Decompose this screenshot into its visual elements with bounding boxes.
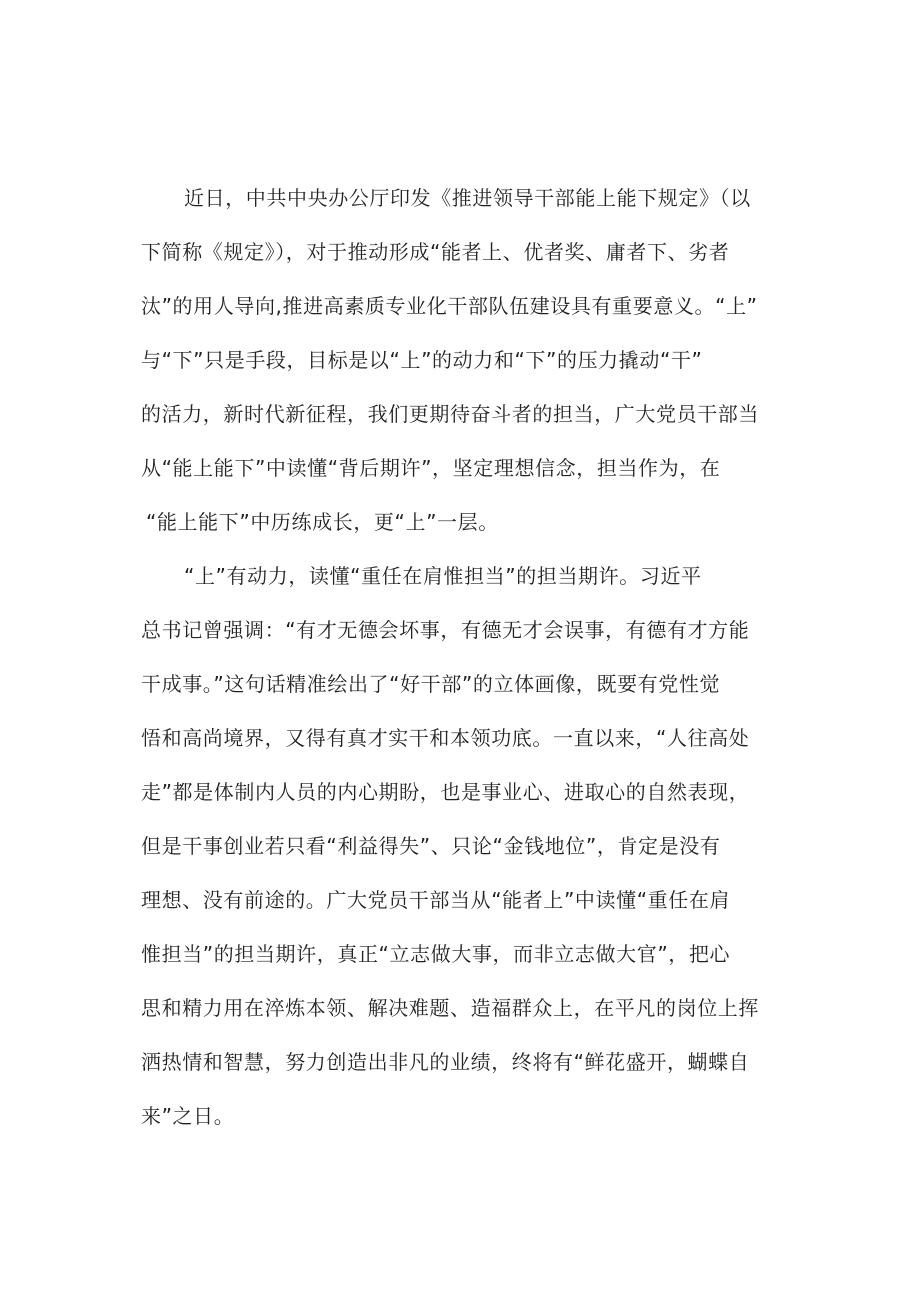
paragraph-2-line-9: 思和精力用在淬炼本领、解决难题、造福群众上，在平凡的岗位上挥 bbox=[141, 996, 759, 1020]
paragraph-1-line-6: 从“能上能下”中读懂“背后期许”，坚定理想信念，担当作为，在 bbox=[141, 456, 721, 480]
paragraph-1-line-7: “能上能下”中历练成长，更“上”一层。 bbox=[146, 510, 499, 534]
paragraph-2-line-6: 但是干事创业若只看“利益得失”、只论“金钱地位”，肯定是没有 bbox=[141, 834, 721, 858]
paragraph-2-line-2: 总书记曾强调：“有才无德会坏事，有德无才会误事，有德有才方能 bbox=[141, 618, 750, 642]
paragraph-2-line-5: 走”都是体制内人员的内心期盼，也是事业心、进取心的自然表现， bbox=[141, 780, 750, 804]
paragraph-1-line-2: 下简称《规定》），对于推动形成“能者上、优者奖、庸者下、劣者 bbox=[141, 240, 730, 264]
paragraph-2-line-1: “上”有动力，读懂“重任在肩惟担当”的担当期许。习近平 bbox=[184, 564, 702, 588]
paragraph-2-line-10: 洒热情和智慧，努力创造出非凡的业绩，终将有“鲜花盛开，蝴蝶自 bbox=[141, 1050, 750, 1074]
paragraph-1-line-4: 与“下”只是手段，目标是以“上”的动力和“下”的压力撬动“干” bbox=[141, 348, 703, 372]
paragraph-2-line-4: 悟和高尚境界，又得有真才实干和本领功底。一直以来，“人往高处 bbox=[141, 726, 750, 750]
paragraph-2-line-7: 理想、没有前途的。广大党员干部当从“能者上”中读懂“重任在肩 bbox=[141, 888, 731, 912]
paragraph-2-line-3: 干成事。”这句话精准绘出了“好干部”的立体画像，既要有党性觉 bbox=[141, 672, 721, 696]
paragraph-1-line-3: 汰”的用人导向,推进高素质专业化干部队伍建设具有重要意义。“上” bbox=[141, 294, 758, 318]
paragraph-1-line-1: 近日，中共中央办公厅印发《推进领导干部能上能下规定》（以 bbox=[184, 186, 751, 210]
paragraph-2-line-11: 来”之日。 bbox=[141, 1104, 235, 1128]
paragraph-2-line-8: 惟担当”的担当期许，真正“立志做大事，而非立志做大官”，把心 bbox=[141, 942, 731, 966]
paragraph-1-line-5: 的活力，新时代新征程，我们更期待奋斗者的担当，广大党员干部当 bbox=[141, 402, 759, 426]
